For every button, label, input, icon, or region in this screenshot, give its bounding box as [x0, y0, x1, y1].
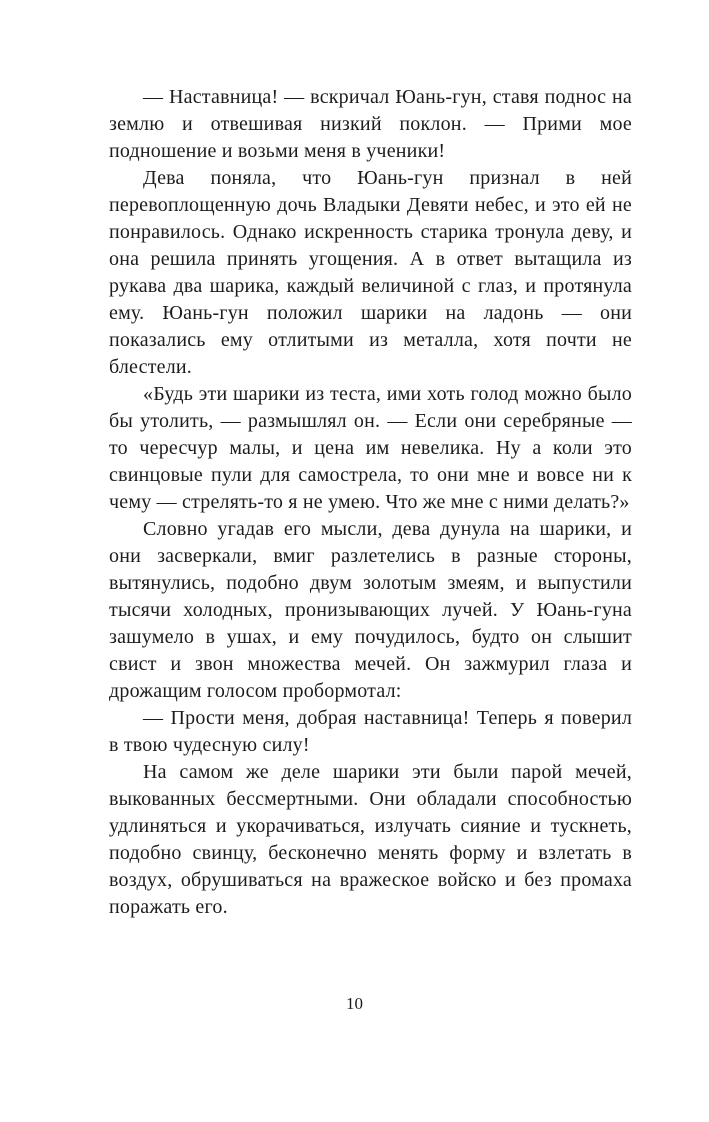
paragraph: — Наставница! — вскричал Юань-гун, ставя поднос на землю и отвешивая низкий поклон. — Прими мое подношение и возьми меня в ученики!: [109, 86, 632, 162]
paragraph: Словно угадав его мысли, дева дунула на шарики, и они засверкали, вмиг разлетелись в разные стороны, вытянулись, подобно двум золотым змеям, и выпустили тысячи холодных, пронизывающих лучей. У Юань-гуна зашумело в ушах, и ему почудилось, будто он слышит свист и звон множества мечей. Он зажмурил глаза и дрожащим голосом пробормотал:: [109, 518, 632, 702]
paragraph: — Прости меня, добрая наставница! Теперь я поверил в твою чудесную силу!: [109, 707, 632, 756]
text-block: [109, 84, 632, 921]
paragraph: На самом же деле шарики эти были парой мечей, выкованных бессмертными. Они обладали способностью удлиняться и укорачиваться, излучать сияние и тускнеть, подобно свинцу, бесконечно менять форму и взлетать в воздух, обрушиваться на вражеское войско и без промаха поражать его.: [109, 761, 632, 918]
paragraph: «Будь эти шарики из теста, ими хоть голод можно было бы утолить, — размышлял он. — Если они серебряные — то чересчур малы, и цена им невелика. Ну а коли это свинцовые пули для самострела, то они мне и вовсе ни к чему — стрелять-то я не умею. Что же мне с ними делать?»: [109, 383, 632, 513]
paragraph: Дева поняла, что Юань-гун признал в ней перевоплощенную дочь Владыки Девяти небес, и это ей не понравилось. Однако искренность старика тронула деву, и она решила принять угощения. А в ответ вытащила из рукава два шарика, каждый величиной с глаз, и протянула ему. Юань-гун положил шарики на ладонь — они показались ему отлитыми из металла, хотя почти не блестели.: [109, 167, 632, 378]
page-number: 10: [346, 994, 363, 1013]
